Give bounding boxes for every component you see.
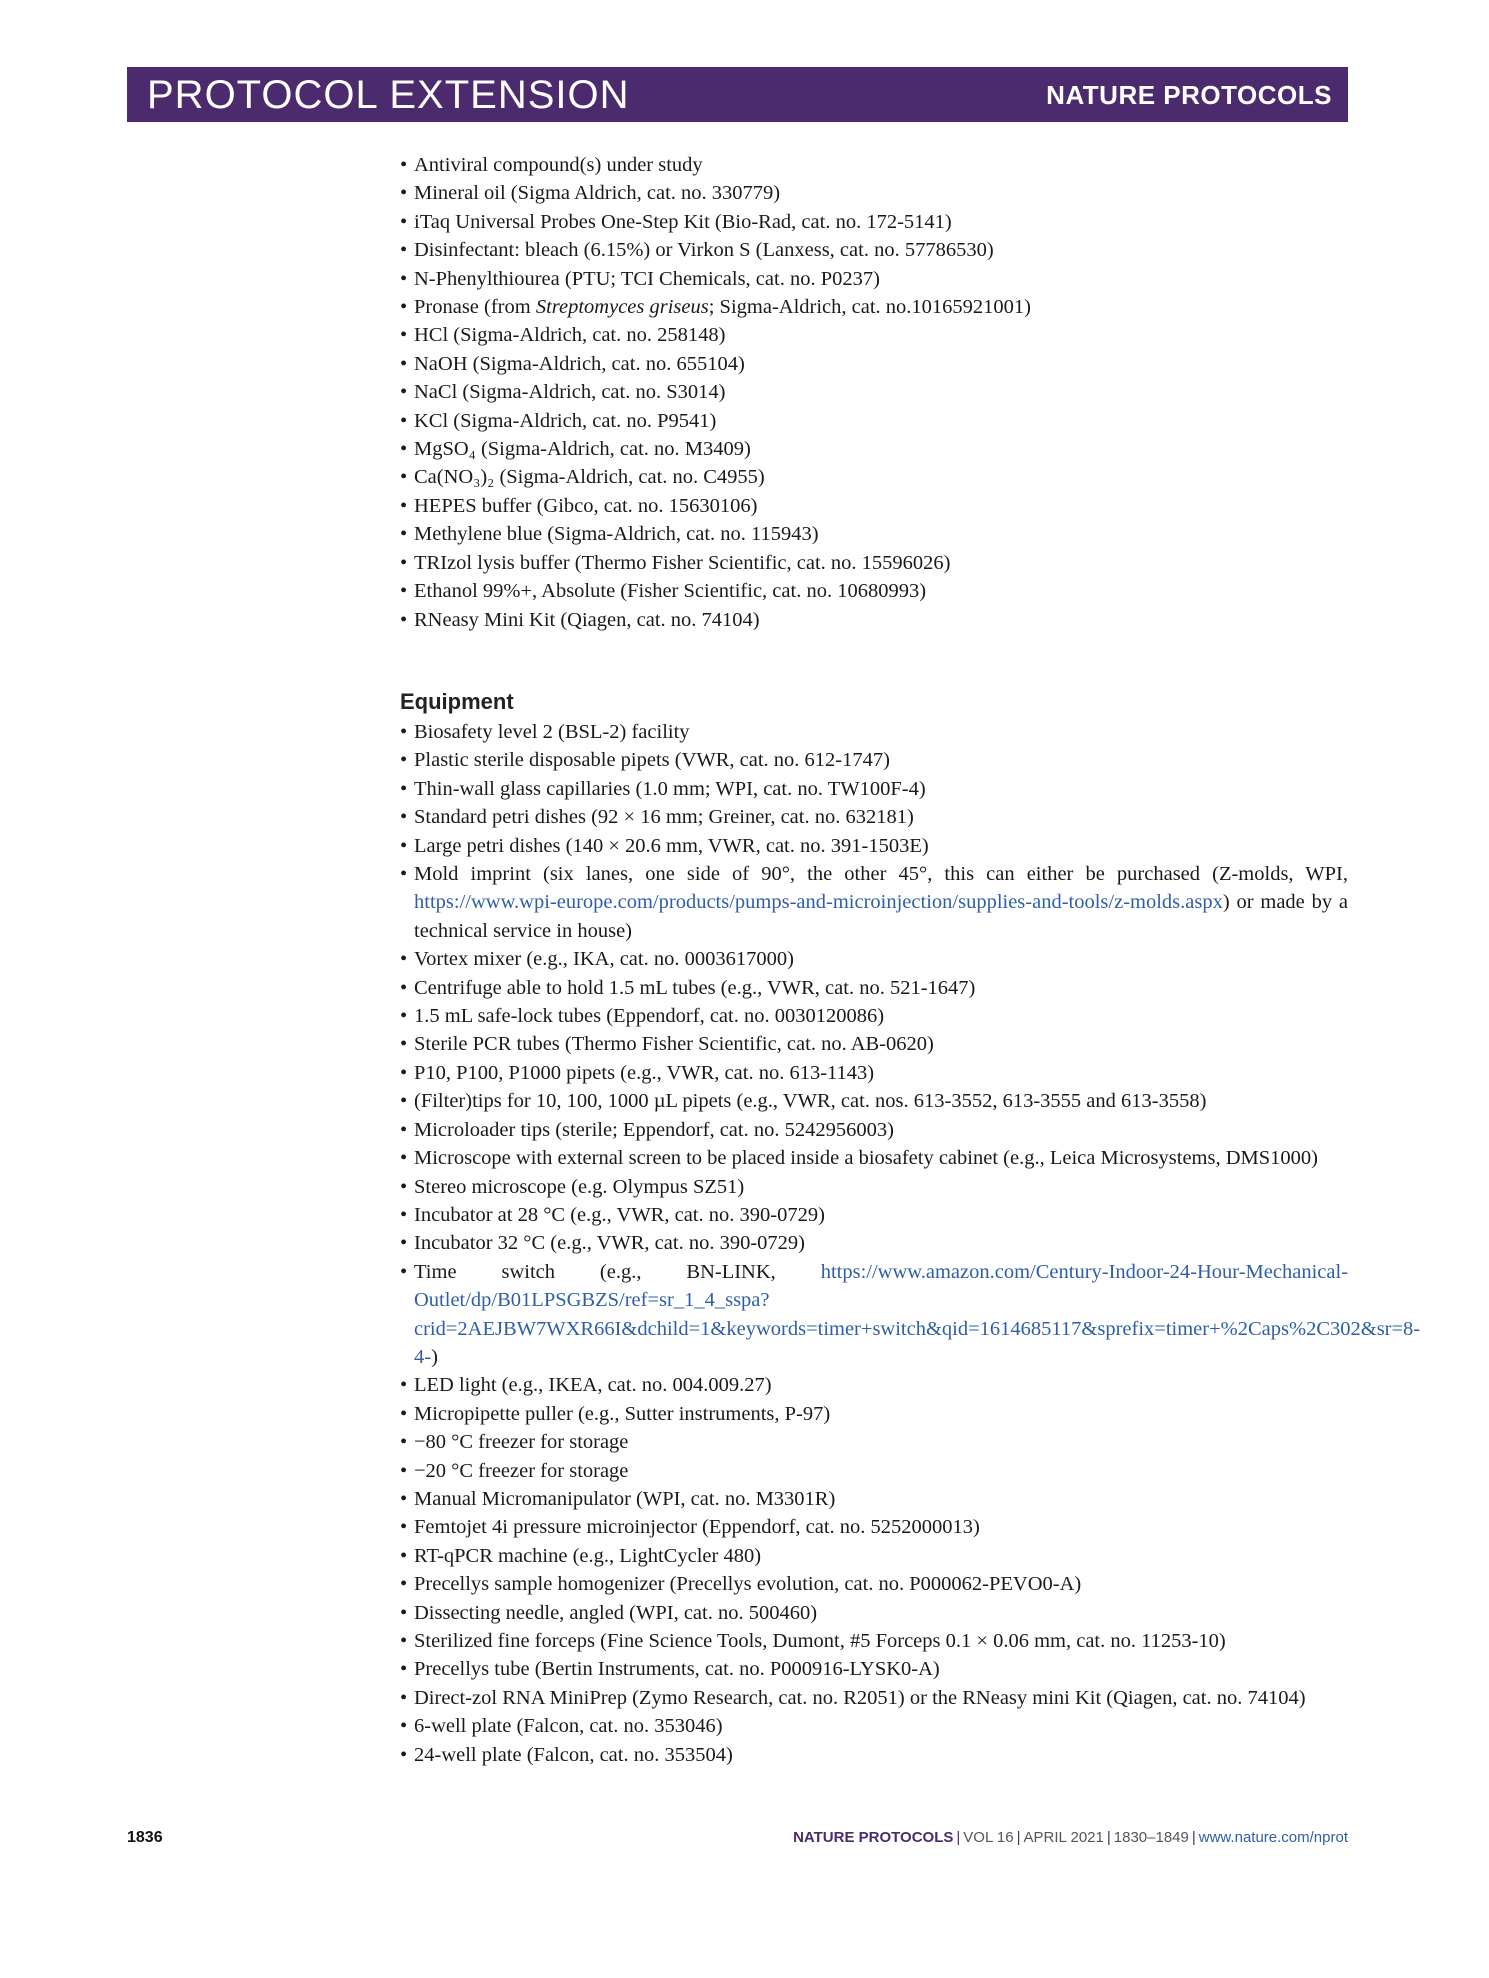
list-item: • Standard petri dishes (92 × 16 mm; Greiner, cat. no. 632181) — [400, 803, 1348, 831]
list-item: • Direct-zol RNA MiniPrep (Zymo Research, cat. no. R2051) or the RNeasy mini Kit (Qiagen, cat. no. 74104) — [400, 1684, 1348, 1712]
list-item: • Pronase (from Streptomyces griseus; Sigma-Aldrich, cat. no.10165921001) — [400, 293, 1348, 321]
list-item: • TRIzol lysis buffer (Thermo Fisher Scientific, cat. no. 15596026) — [400, 549, 1348, 577]
list-item: • HCl (Sigma-Aldrich, cat. no. 258148) — [400, 321, 1348, 349]
page-number: 1836 — [127, 1829, 163, 1846]
list-item: • Antiviral compound(s) under study — [400, 151, 1348, 179]
mold-text-after: ) or made by a technical service in house) — [414, 891, 1348, 942]
list-item: • RT-qPCR machine (e.g., LightCycler 480) — [400, 1542, 1348, 1570]
equipment-heading: Equipment — [400, 689, 514, 714]
section-type-title: PROTOCOL EXTENSION — [147, 73, 630, 117]
list-item: • 1.5 mL safe-lock tubes (Eppendorf, cat. no. 0030120086) — [400, 1002, 1348, 1030]
list-item: • Vortex mixer (e.g., IKA, cat. no. 0003617000) — [400, 945, 1348, 973]
list-item: • NaOH (Sigma-Aldrich, cat. no. 655104) — [400, 350, 1348, 378]
list-item: • 24-well plate (Falcon, cat. no. 353504) — [400, 1741, 1348, 1769]
list-item: • Thin-wall glass capillaries (1.0 mm; WPI, cat. no. TW100F-4) — [400, 775, 1348, 803]
amazon-timer-link[interactable]: https://www.amazon.com/Century-Indoor-24-Hour-Mechanical-Outlet/dp/B01LPSGBZS/ref=sr_1_4_sspa?crid=2AEJBW7WXR66I&dchild=1&keywords=timer+switch&qid=1614685117&sprefix=timer+%2Caps%2C302&sr=8-4- — [414, 1260, 1421, 1368]
list-item: • Sterilized fine forceps (Fine Science Tools, Dumont, #5 Forceps 0.1 × 0.06 mm, cat. no. 11253-10) — [400, 1627, 1348, 1655]
list-item-mold-imprint — [400, 860, 1348, 945]
list-item: • Sterile PCR tubes (Thermo Fisher Scientific, cat. no. AB-0620) — [400, 1030, 1348, 1058]
list-item: • MgSO₄ (Sigma-Aldrich, cat. no. M3409) — [400, 435, 1348, 463]
list-item: • Incubator at 28 °C (e.g., VWR, cat. no. 390-0729) — [400, 1201, 1348, 1229]
separator: | — [1191, 1829, 1196, 1846]
list-item: • −80 °C freezer for storage — [400, 1428, 1348, 1456]
footer-volume: VOL 16 — [963, 1829, 1014, 1846]
footer-date: APRIL 2021 — [1023, 1829, 1104, 1846]
list-item: • Microscope with external screen to be placed inside a biosafety cabinet (e.g., Leica Microsystems, DMS1000) — [400, 1144, 1348, 1172]
list-item: • KCl (Sigma-Aldrich, cat. no. P9541) — [400, 407, 1348, 435]
list-item: • Femtojet 4i pressure microinjector (Eppendorf, cat. no. 5252000013) — [400, 1513, 1348, 1541]
separator: | — [956, 1829, 961, 1846]
list-item: • Incubator 32 °C (e.g., VWR, cat. no. 390-0729) — [400, 1229, 1348, 1257]
reagents-section — [400, 151, 1348, 634]
equipment-section — [400, 687, 1421, 1769]
list-item: • Microloader tips (sterile; Eppendorf, cat. no. 5242956003) — [400, 1116, 1348, 1144]
list-item: • HEPES buffer (Gibco, cat. no. 15630106) — [400, 492, 1348, 520]
list-item: • Ethanol 99%+, Absolute (Fisher Scientific, cat. no. 10680993) — [400, 577, 1348, 605]
list-item: • LED light (e.g., IKEA, cat. no. 004.009.27) — [400, 1371, 1348, 1399]
list-item: • Methylene blue (Sigma-Aldrich, cat. no. 115943) — [400, 520, 1348, 548]
citation-line — [793, 1826, 1348, 1850]
footer-journal: NATURE PROTOCOLS — [793, 1829, 954, 1846]
timeswitch-text-before: Time switch (e.g., BN-LINK, — [414, 1260, 821, 1283]
journal-title: NATURE PROTOCOLS — [1046, 80, 1332, 110]
list-item: • 6-well plate (Falcon, cat. no. 353046) — [400, 1712, 1348, 1740]
list-item: • Stereo microscope (e.g. Olympus SZ51) — [400, 1173, 1348, 1201]
list-item: • Precellys sample homogenizer (Precellys evolution, cat. no. P000062-PEVO0-A) — [400, 1570, 1348, 1598]
list-item: • −20 °C freezer for storage — [400, 1457, 1348, 1485]
list-item-time-switch — [400, 1258, 1421, 1372]
header-bar — [127, 67, 1348, 122]
list-item: • Precellys tube (Bertin Instruments, cat. no. P000916-LYSK0-A) — [400, 1655, 1348, 1683]
footer-pages: 1830–1849 — [1113, 1829, 1189, 1846]
list-item: • NaCl (Sigma-Aldrich, cat. no. S3014) — [400, 378, 1348, 406]
separator: | — [1106, 1829, 1111, 1846]
mold-text-before: Mold imprint (six lanes, one side of 90°, the other 45°, this can either be purchased (Z-molds, WPI, — [414, 863, 1348, 886]
list-item: • Centrifuge able to hold 1.5 mL tubes (e.g., VWR, cat. no. 521-1647) — [400, 974, 1348, 1002]
list-item: • RNeasy Mini Kit (Qiagen, cat. no. 74104) — [400, 606, 1348, 634]
list-item: • Micropipette puller (e.g., Sutter instruments, P-97) — [400, 1400, 1348, 1428]
list-item: • (Filter)tips for 10, 100, 1000 µL pipets (e.g., VWR, cat. nos. 613-3552, 613-3555 and 613-3558) — [400, 1087, 1348, 1115]
list-item: • Biosafety level 2 (BSL-2) facility — [400, 718, 1348, 746]
list-item: • N-Phenylthiourea (PTU; TCI Chemicals, cat. no. P0237) — [400, 265, 1348, 293]
footer-website-link[interactable]: www.nature.com/nprot — [1198, 1829, 1348, 1846]
list-item: • Large petri dishes (140 × 20.6 mm, VWR, cat. no. 391-1503E) — [400, 832, 1348, 860]
list-item: • P10, P100, P1000 pipets (e.g., VWR, cat. no. 613-1143) — [400, 1059, 1348, 1087]
list-item: • Disinfectant: bleach (6.15%) or Virkon S (Lanxess, cat. no. 57786530) — [400, 236, 1348, 264]
list-item: • Dissecting needle, angled (WPI, cat. no. 500460) — [400, 1599, 1348, 1627]
list-item: • Mineral oil (Sigma Aldrich, cat. no. 330779) — [400, 179, 1348, 207]
list-item: • Plastic sterile disposable pipets (VWR, cat. no. 612-1747) — [400, 746, 1348, 774]
equipment-list — [400, 718, 1421, 1769]
list-item: • Manual Micromanipulator (WPI, cat. no. M3301R) — [400, 1485, 1348, 1513]
wpi-z-molds-link[interactable]: https://www.wpi-europe.com/products/pumps-and-microinjection/supplies-and-tools/z-molds.aspx — [414, 891, 1223, 914]
timeswitch-text-after: ) — [431, 1345, 438, 1368]
list-item: • iTaq Universal Probes One-Step Kit (Bio-Rad, cat. no. 172-5141) — [400, 208, 1348, 236]
separator: | — [1016, 1829, 1021, 1846]
reagents-list — [400, 151, 1348, 634]
list-item: • Ca(NO₃)₂ (Sigma-Aldrich, cat. no. C4955) — [400, 463, 1348, 491]
